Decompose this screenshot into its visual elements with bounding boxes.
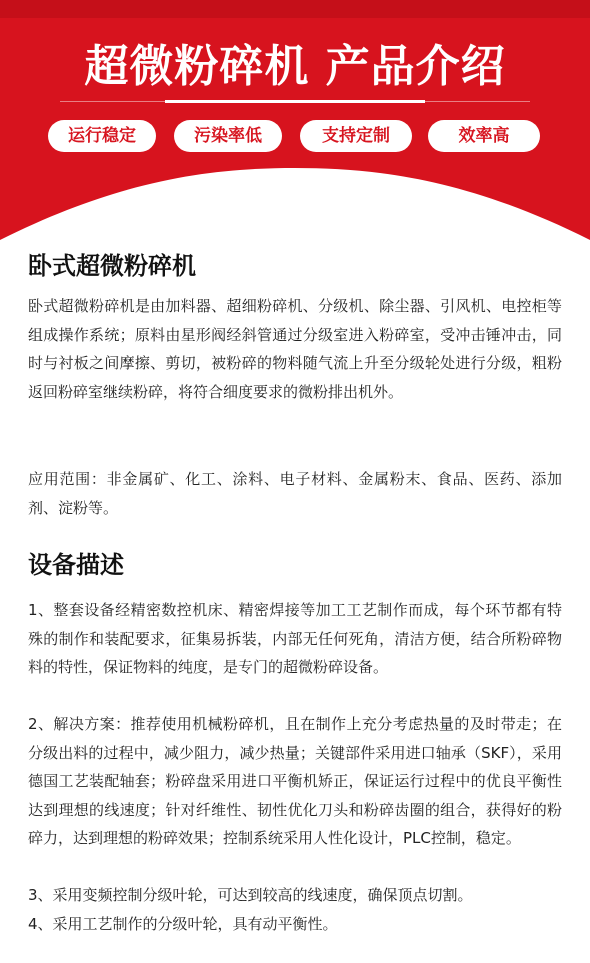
section-title-equipment-description: 设备描述 <box>28 551 124 579</box>
feature-tag-low-pollution: 污染率低 <box>174 120 282 152</box>
feature-tag-customizable: 支持定制 <box>300 120 412 152</box>
banner-title: 超微粉碎机 产品介绍 <box>84 41 506 92</box>
header-banner <box>0 0 590 240</box>
description-item-3: 3、采用变频控制分级叶轮，可达到较高的线速度，确保顶点切割。 <box>28 886 473 904</box>
description-item-4: 4、采用工艺制作的分级叶轮，具有动平衡性。 <box>28 915 338 933</box>
banner-divider <box>60 100 530 103</box>
description-item-2: 2、解决方案：推荐使用机械粉碎机，且在制作上充分考虑热量的及时带走；在分级出料的过程中，减少阻力，减少热量；关键部件采用进口轴承（SKF），采用德国工艺装配轴套；粉碎盘采用进口平衡机矫正，保证运行过程中的优良平衡性达到理想的线速度；针对纤维性、韧性优化刀头和粉碎齿圈的组合，获得好的粉碎力，达到理想的粉碎效果；控制系统采用人性化设计，PLC控制，稳定。 <box>28 715 562 847</box>
feature-tag-efficient: 效率高 <box>428 120 540 152</box>
banner-divider-highlight <box>165 100 425 103</box>
application-scope-paragraph: 应用范围：非金属矿、化工、涂料、电子材料、金属粉末、食品、医药、添加剂、淀粉等。 <box>28 470 562 517</box>
feature-tags <box>0 120 590 154</box>
description-item-1: 1、整套设备经精密数控机床、精密焊接等加工工艺制作而成，每个环节都有特殊的制作和装配要求，征集易拆装，内部无任何死角，清洁方便，结合所粉碎物料的特性，保证物料的纯度，是专门的超微粉碎设备。 <box>28 601 562 676</box>
section-title-horizontal-mill: 卧式超微粉碎机 <box>28 252 196 280</box>
mill-intro-paragraph: 卧式超微粉碎机是由加料器、超细粉碎机、分级机、除尘器、引风机、电控柜等组成操作系统；原料由星形阀经斜管通过分级室进入粉碎室，受冲击锤冲击，同时与衬板之间摩擦、剪切，被粉碎的物料随气流上升至分级轮处进行分级，粗粉返回粉碎室继续粉碎，将符合细度要求的微粉排出机外。 <box>28 297 562 401</box>
feature-tag-stable: 运行稳定 <box>48 120 156 152</box>
